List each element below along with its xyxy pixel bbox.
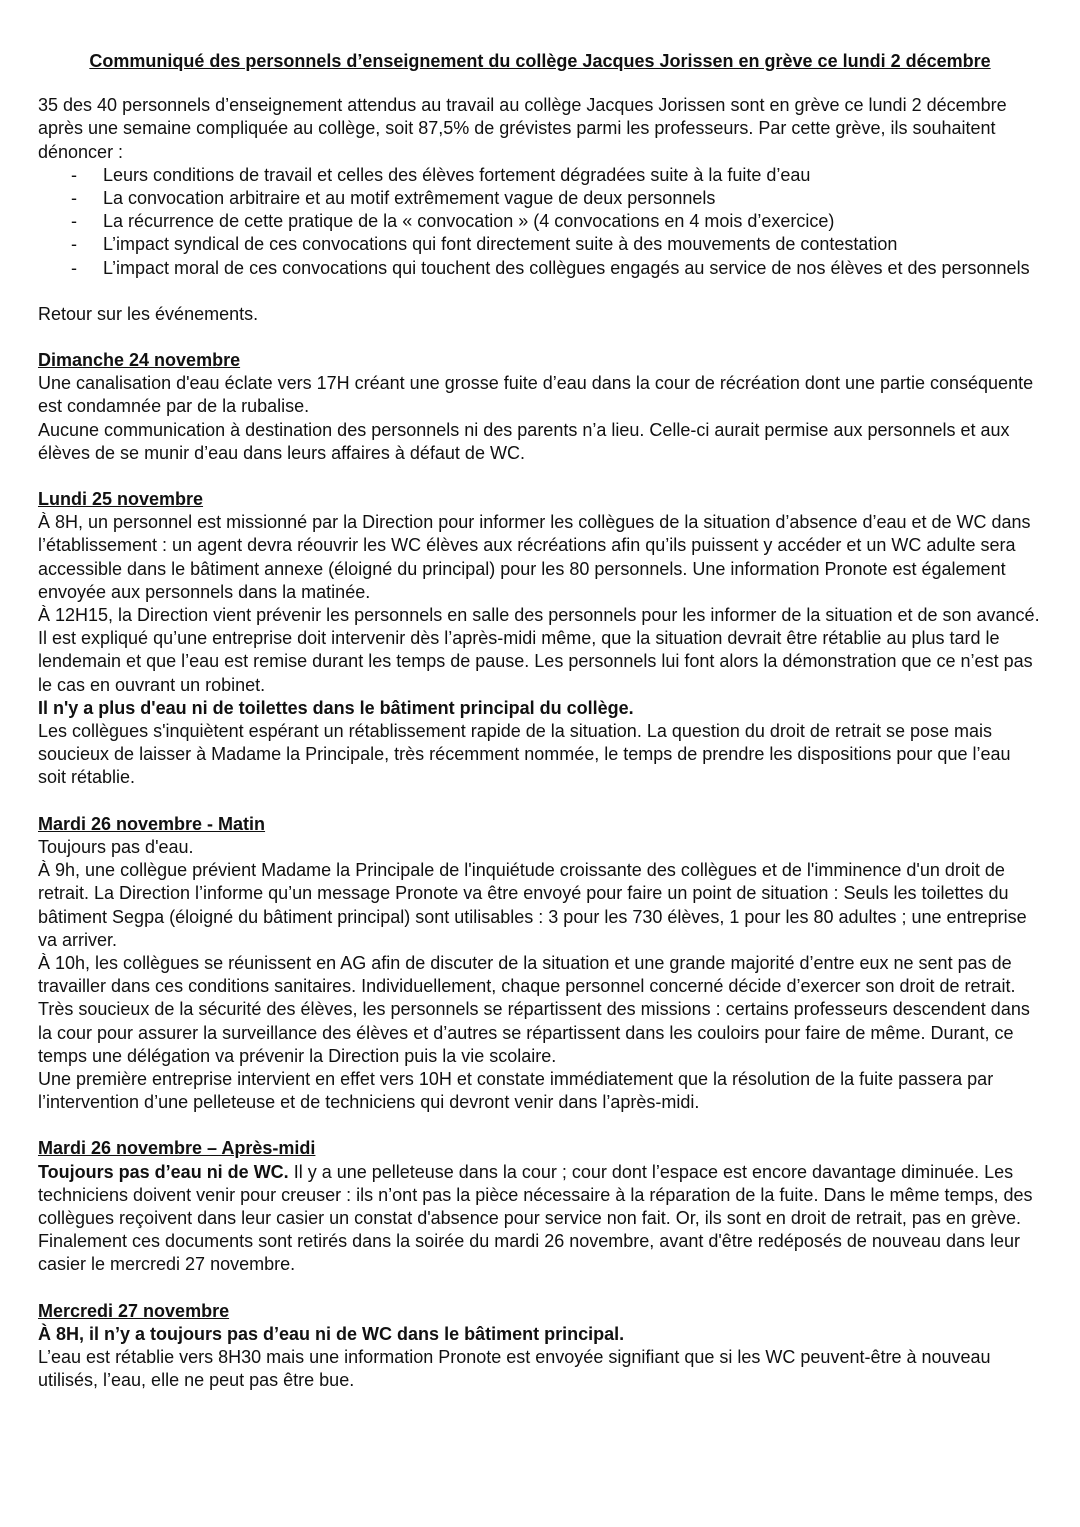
list-item bbox=[38, 187, 1042, 210]
section-paragraph: À 10h, les collègues se réunissent en AG afin de discuter de la situation et une grande majorité d’entre eux ne sent pas de travailler dans ces conditions sanitaires. Individuellement, chaque personnel concerné décide d’exercer son droit de retrait. bbox=[38, 952, 1016, 997]
section-lead-rest: Il y a une pelleteuse dans la cour ; cour dont l’espace est encore davantage diminuée. Les techniciens doivent venir pour creuser : ils n’ont pas la pièce nécessaire à la réparation de la fuite. Dans le même temps, des collègues reçoivent dans leur casier un constat d'absence pour service non fait. Or, ils sont en droit de retrait, pas en grève. Finalement ces documents sont retirés dans la soirée du mardi 26 novembre, avant d'être redéposés de nouveau dans leur casier le mercredi 27 novembre. bbox=[38, 1161, 1033, 1275]
reason-text: La récurrence de cette pratique de la « convocation » (4 convocations en 4 mois d’exercice) bbox=[103, 211, 835, 232]
document-title: Communiqué des personnels d’enseignement du collège Jacques Jorissen en grève ce lundi 2 décembre bbox=[89, 51, 991, 71]
intro-paragraph: 35 des 40 personnels d’enseignement attendus au travail au collège Jacques Jorissen sont en grève ce lundi 2 décembre après une semaine compliquée au collège, soit 87,5% de grévistes parmi les professeurs. Par cette grève, ils souhaitent dénoncer : bbox=[38, 95, 1007, 162]
section-paragraph bbox=[38, 1161, 1042, 1277]
section-bold-line: À 8H, il n’y a toujours pas d’eau ni de WC dans le bâtiment principal. bbox=[38, 1323, 625, 1344]
bullet-dash: - bbox=[71, 234, 77, 255]
spacer bbox=[38, 790, 1042, 813]
section-paragraph: Très soucieux de la sécurité des élèves, les personnels se répartissent des missions : certains professeurs descendent dans la cour pour assurer la surveillance des élèves et d’autres se répartissent dans les couloirs pour faire de même. Durant, ce temps une délégation va prévenir la Direction puis la vie scolaire. bbox=[38, 999, 1030, 1066]
list-item bbox=[38, 164, 1042, 187]
intro-block bbox=[38, 94, 1042, 280]
list-item bbox=[38, 233, 1042, 256]
spacer bbox=[38, 326, 1042, 349]
reason-text: L’impact syndical de ces convocations qui font directement suite à des mouvements de contestation bbox=[103, 234, 898, 255]
bullet-dash: - bbox=[71, 211, 77, 232]
bullet-dash: - bbox=[71, 188, 77, 209]
spacer bbox=[38, 1114, 1042, 1137]
section-paragraph: Une canalisation d'eau éclate vers 17H créant une grosse fuite d’eau dans la cour de récréation dont une partie conséquente est condamnée par de la rubalise. bbox=[38, 373, 1034, 417]
section-paragraph: Aucune communication à destination des personnels ni des parents n’a lieu. Celle-ci aurait permise aux personnels et aux élèves de se munir d’eau dans leurs affaires à défaut de WC. bbox=[38, 419, 1010, 463]
bullet-dash: - bbox=[71, 257, 77, 278]
section-heading: Mardi 26 novembre – Après-midi bbox=[38, 1138, 316, 1159]
retour-line: Retour sur les événements. bbox=[38, 303, 259, 324]
section-bold-line: Il n'y a plus d'eau ni de toilettes dans le bâtiment principal du collège. bbox=[38, 697, 634, 718]
spacer bbox=[38, 465, 1042, 488]
section-heading: Mardi 26 novembre - Matin bbox=[38, 813, 266, 834]
reason-text: L’impact moral de ces convocations qui touchent des collègues engagés au service de nos élèves et des personnels bbox=[103, 257, 1030, 278]
section-paragraph: Une première entreprise intervient en effet vers 10H et constate immédiatement que la résolution de la fuite passera par l’intervention d’une pelleteuse et de techniciens qui devront venir dans l’après-midi. bbox=[38, 1068, 994, 1113]
section-paragraph: Toujours pas d'eau. bbox=[38, 836, 194, 857]
section-paragraph: Les collègues s'inquiètent espérant un rétablissement rapide de la situation. La question du droit de retrait se pose mais soucieux de laisser à Madame la Principale, très récemment nommée, le temps de prendre les dispositions pour que l’eau soit rétablie. bbox=[38, 721, 1011, 788]
reasons-list bbox=[38, 164, 1042, 280]
section-mercredi-27 bbox=[38, 1300, 1042, 1393]
section-bold-lead: Toujours pas d’eau ni de WC. bbox=[38, 1161, 289, 1182]
section-mardi-26-apres-midi bbox=[38, 1137, 1042, 1276]
bullet-dash: - bbox=[71, 164, 77, 185]
section-heading: Lundi 25 novembre bbox=[38, 489, 204, 510]
section-paragraph: À 9h, une collègue prévient Madame la Principale de l'inquiétude croissante des collègues et de l'imminence d'un droit de retrait. La Direction l’informe qu’un message Pronote va être envoyé pour faire un point de situation : Seuls les toilettes du bâtiment Segpa (éloigné du bâtiment principal) sont utilisables : 3 pour les 730 élèves, 1 pour les 80 adultes ; une entreprise va arriver. bbox=[38, 860, 1027, 950]
spacer bbox=[38, 1277, 1042, 1300]
list-item bbox=[38, 210, 1042, 233]
section-paragraph: L’eau est rétablie vers 8H30 mais une information Pronote est envoyée signifiant que si les WC peuvent-être à nouveau utilisés, l’eau, elle ne peut pas être bue. bbox=[38, 1346, 991, 1391]
section-paragraph: À 12H15, la Direction vient prévenir les personnels en salle des personnels pour les informer de la situation et de son avancé. Il est expliqué qu’une entreprise doit intervenir dès l’après-midi même, que la situation devrait être rétablie au plus tard le lendemain et que l’eau est remise durant les temps de pause. Les personnels lui font alors la démonstration que ce n’est pas le cas en ouvrant un robinet. bbox=[38, 605, 1040, 695]
reason-text: Leurs conditions de travail et celles des élèves fortement dégradées suite à la fuite d’eau bbox=[103, 164, 811, 185]
section-heading: Mercredi 27 novembre bbox=[38, 1300, 230, 1321]
section-paragraph: À 8H, un personnel est missionné par la Direction pour informer les collègues de la situation d’absence d’eau et de WC dans l’établissement : un agent devra réouvrir les WC élèves aux récréations afin qu’ils puissent y accéder et un WC adulte sera accessible dans le bâtiment annexe (éloigné du principal) pour les 80 personnels. Une information Pronote est également envoyée aux personnels dans la matinée. bbox=[38, 512, 1031, 602]
section-dimanche-24 bbox=[38, 349, 1042, 465]
section-lundi-25 bbox=[38, 488, 1042, 790]
spacer bbox=[38, 280, 1042, 303]
section-mardi-26-matin bbox=[38, 813, 1042, 1115]
section-heading: Dimanche 24 novembre bbox=[38, 350, 241, 371]
reason-text: La convocation arbitraire et au motif extrêmement vague de deux personnels bbox=[103, 188, 716, 209]
list-item bbox=[38, 257, 1042, 280]
